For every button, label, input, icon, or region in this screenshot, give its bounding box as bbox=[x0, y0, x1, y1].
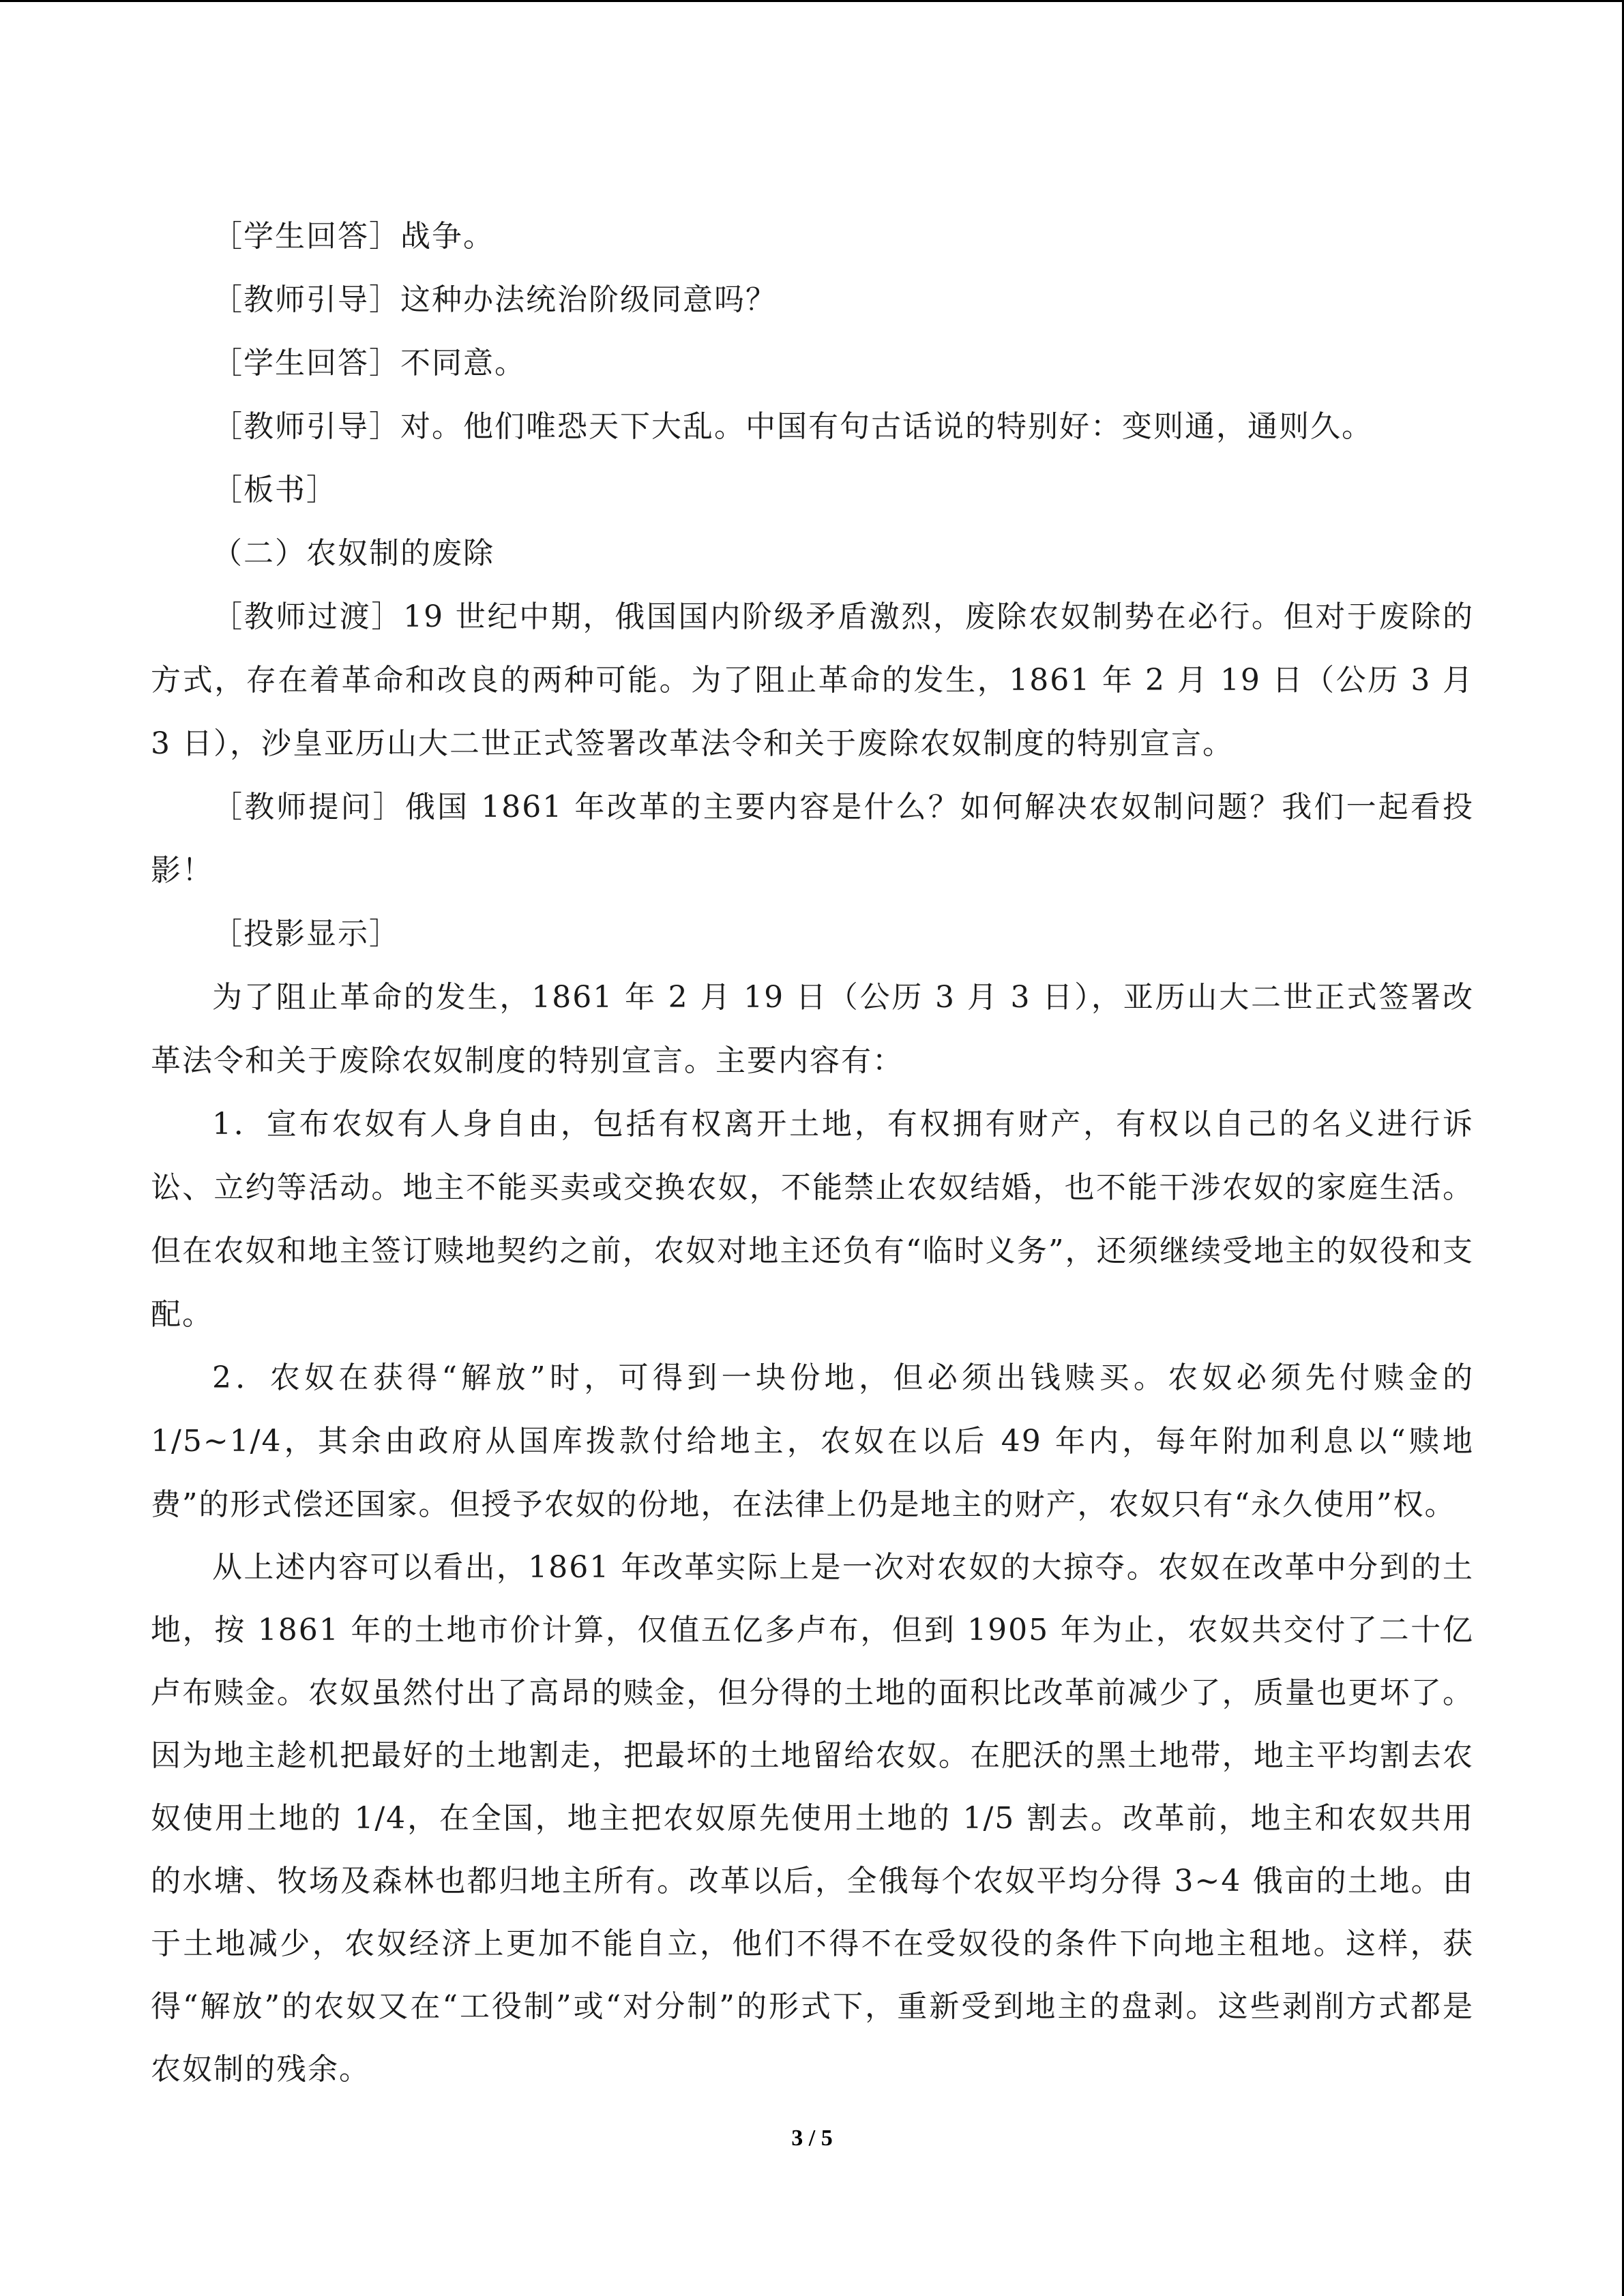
paragraph-projection-label: ［投影显示］ bbox=[212, 916, 400, 951]
paragraph-point-two-land-redemption: 2．农奴在获得“解放”时，可得到一块份地，但必须出钱赎买。农奴必须先付赎金的 1/5~1/4，其余由政府从国库拨款付给地主，农奴在以后 49 年内，每年附加利息以“赎地费”的形式偿还国家。但授予农奴的份地，在法律上仍是地主的财产，农奴只有“永久使用”权。 bbox=[151, 1360, 1474, 1522]
document-body bbox=[151, 205, 1474, 2101]
page-number: 3 / 5 bbox=[791, 2126, 833, 2151]
paragraph-projection-intro: 为了阻止革命的发生，1861 年 2 月 19 日（公历 3 月 3 日），亚历山大二世正式签署改革法令和关于废除农奴制度的特别宣言。主要内容有： bbox=[151, 980, 1474, 1078]
paragraph-reform-analysis: 从上述内容可以看出，1861 年改革实际上是一次对农奴的大掠夺。农奴在改革中分到的土地，按 1861 年的土地市价计算，仅值五亿多卢布，但到 1905 年为止，农奴共交付了二十亿卢布赎金。农奴虽然付出了高昂的赎金，但分得的土地的面积比改革前减少了，质量也更坏了。因为地主趁机把最好的土地割走，把最坏的土地留给农奴。在肥沃的黑土地带，地主平均割去农奴使用土地的 1/4，在全国，地主把农奴原先使用土地的 1/5 割去。改革前，地主和农奴共用的水塘、牧场及森林也都归地主所有。改革以后，全俄每个农奴平均分得 3~4 俄亩的土地。由于土地减少，农奴经济上更加不能自立，他们不得不在受奴役的条件下向地主租地。这样，获得“解放”的农奴又在“工役制”或“对分制”的形式下，重新受到地主的盘剥。这些剥削方式都是农奴制的残余。 bbox=[151, 1550, 1474, 2087]
paragraph-teacher-guide-question: ［教师引导］这种办法统治阶级同意吗？ bbox=[212, 282, 777, 317]
paragraph-student-answer-disagree: ［学生回答］不同意。 bbox=[212, 346, 526, 381]
section-heading-serfdom-abolition: （二）农奴制的废除 bbox=[212, 536, 494, 571]
paragraph-teacher-transition: ［教师过渡］19 世纪中期，俄国国内阶级矛盾激烈，废除农奴制势在必行。但对于废除的方式，存在着革命和改良的两种可能。为了阻止革命的发生，1861 年 2 月 19 日（公历 3 月 3 日），沙皇亚历山大二世正式签署改革法令和关于废除农奴制度的特别宣言。 bbox=[151, 599, 1474, 761]
paragraph-student-answer-war: ［学生回答］战争。 bbox=[212, 219, 494, 254]
paragraph-teacher-guide-proverb: ［教师引导］对。他们唯恐天下大乱。中国有句古话说的特别好：变则通，通则久。 bbox=[212, 409, 1373, 444]
top-border-line bbox=[0, 0, 1624, 2]
paragraph-blackboard-label: ［板书］ bbox=[212, 473, 338, 507]
paragraph-point-one-personal-freedom: 1．宣布农奴有人身自由，包括有权离开土地，有权拥有财产，有权以自己的名义进行诉讼、立约等活动。地主不能买卖或交换农奴，不能禁止农奴结婚，也不能干涉农奴的家庭生活。但在农奴和地主签订赎地契约之前，农奴对地主还负有“临时义务”，还须继续受地主的奴役和支配。 bbox=[151, 1107, 1474, 1332]
paragraph-teacher-question: ［教师提问］俄国 1861 年改革的主要内容是什么？如何解决农奴制问题？我们一起看投影！ bbox=[151, 790, 1474, 888]
